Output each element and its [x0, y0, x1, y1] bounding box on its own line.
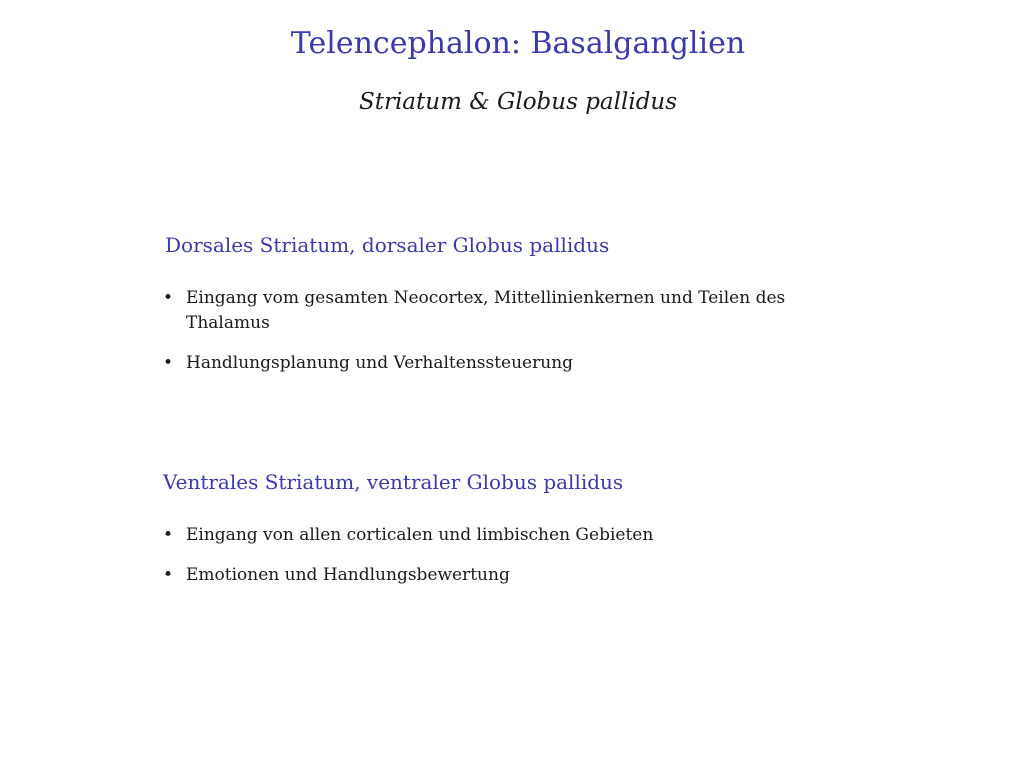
bullet-icon: • — [163, 525, 174, 545]
bullet-text: Handlungsplanung und Verhaltenssteuerung — [186, 353, 574, 373]
bullet-text: Eingang von allen corticalen und limbischen Gebieten — [186, 525, 654, 545]
bullet-icon: • — [163, 565, 174, 585]
bullet-list-ventral — [163, 523, 863, 603]
bullet-icon: • — [163, 288, 174, 308]
list-item — [163, 523, 863, 548]
slide-title: Telencephalon: Basalganglien — [290, 26, 746, 61]
list-item — [163, 563, 863, 588]
slide-subtitle: Striatum & Globus pallidus — [358, 89, 678, 115]
list-item — [163, 351, 863, 376]
bullet-list-dorsal — [163, 286, 863, 391]
list-item — [163, 286, 863, 336]
section-heading-dorsal: Dorsales Striatum, dorsaler Globus pallidus — [165, 233, 610, 257]
bullet-text: Emotionen und Handlungsbewertung — [186, 565, 510, 585]
bullet-icon: • — [163, 353, 174, 373]
bullet-text: Eingang vom gesamten Neocortex, Mittellinienkernen und Teilen des Thalamus — [186, 288, 786, 333]
section-heading-ventral: Ventrales Striatum, ventraler Globus pallidus — [163, 470, 624, 494]
